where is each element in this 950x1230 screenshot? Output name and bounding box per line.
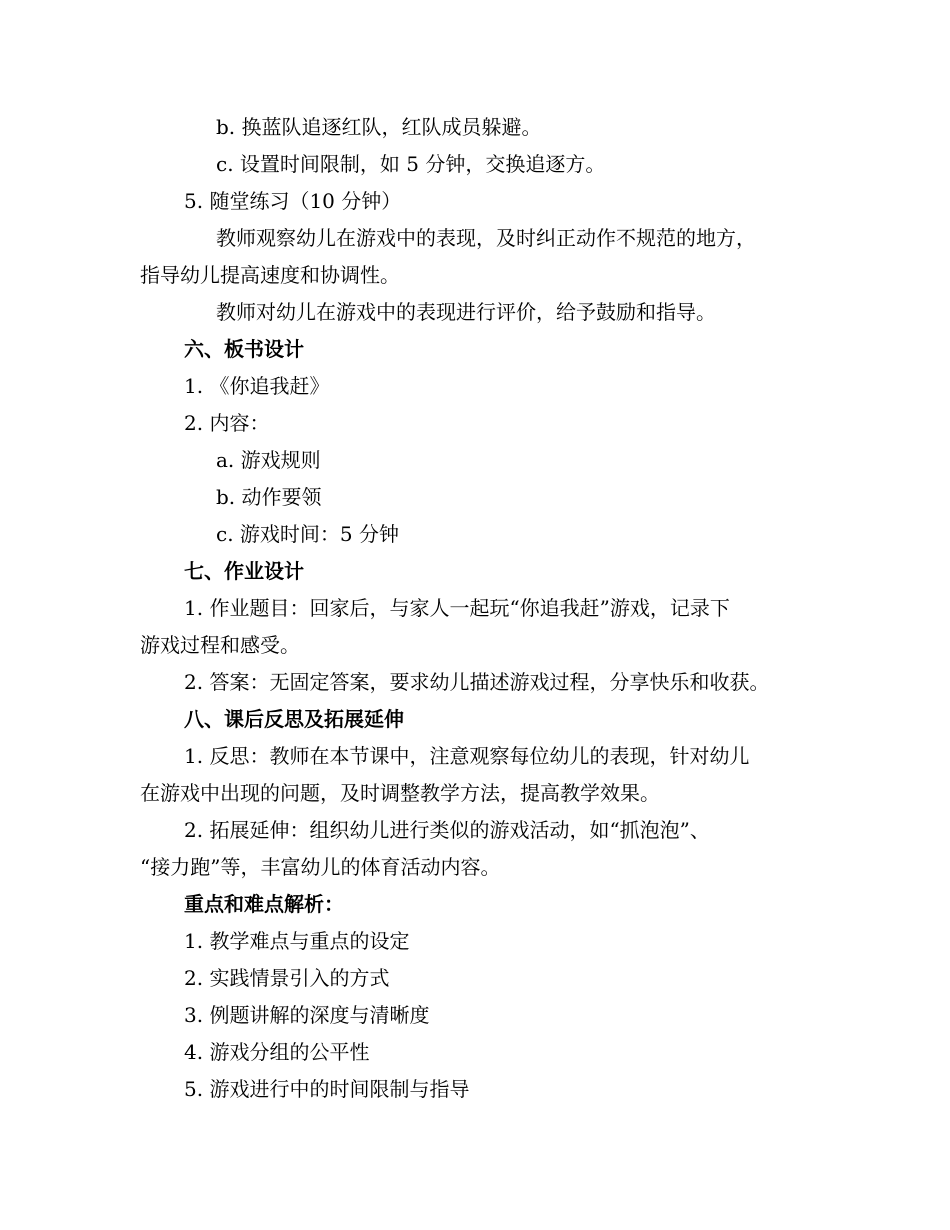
- paragraph-evaluate: 教师对幼儿在游戏中的表现进行评价，给予鼓励和指导。: [216, 300, 716, 324]
- key-point-4: 4. 游戏分组的公平性: [184, 1040, 370, 1064]
- reflection-item-1-line-2: 在游戏中出现的问题，及时调整教学方法，提高教学效果。: [140, 781, 660, 805]
- paragraph-observe-line-2: 指导幼儿提高速度和协调性。: [140, 263, 400, 287]
- key-point-2: 2. 实践情景引入的方式: [184, 966, 390, 990]
- reflection-item-2-line-1: 2. 拓展延伸：组织幼儿进行类似的游戏活动，如“抓泡泡”、: [184, 818, 710, 842]
- homework-item-2: 2. 答案：无固定答案，要求幼儿描述游戏过程，分享快乐和收获。: [184, 670, 770, 694]
- reflection-item-2-line-2: “接力跑”等，丰富幼儿的体育活动内容。: [140, 855, 501, 879]
- reflection-item-1-line-1: 1. 反思：教师在本节课中，注意观察每位幼儿的表现，针对幼儿: [184, 744, 750, 768]
- board-subitem-b: b. 动作要领: [216, 485, 322, 509]
- board-item-2: 2. 内容：: [184, 411, 270, 435]
- key-point-5: 5. 游戏进行中的时间限制与指导: [184, 1077, 470, 1101]
- key-point-3: 3. 例题讲解的深度与清晰度: [184, 1003, 430, 1027]
- rule-item-b: b. 换蓝队追逐红队，红队成员躲避。: [216, 115, 542, 139]
- board-item-1: 1. 《你追我赶》: [184, 374, 330, 398]
- board-subitem-c: c. 游戏时间：5 分钟: [216, 522, 399, 546]
- section-heading-reflection: 八、课后反思及拓展延伸: [184, 707, 404, 731]
- section-heading-board-design: 六、板书设计: [184, 337, 304, 361]
- section-heading-key-points: 重点和难点解析：: [184, 892, 344, 916]
- paragraph-observe-line-1: 教师观察幼儿在游戏中的表现，及时纠正动作不规范的地方，: [216, 226, 756, 250]
- homework-item-1-line-1: 1. 作业题目：回家后，与家人一起玩“你追我赶”游戏，记录下: [184, 596, 730, 620]
- step-5-title: 5. 随堂练习（10 分钟）: [184, 189, 402, 213]
- board-subitem-a: a. 游戏规则: [216, 448, 321, 472]
- rule-item-c: c. 设置时间限制，如 5 分钟，交换追逐方。: [216, 152, 606, 176]
- homework-item-1-line-2: 游戏过程和感受。: [140, 633, 300, 657]
- key-point-1: 1. 教学难点与重点的设定: [184, 929, 410, 953]
- section-heading-homework: 七、作业设计: [184, 559, 304, 583]
